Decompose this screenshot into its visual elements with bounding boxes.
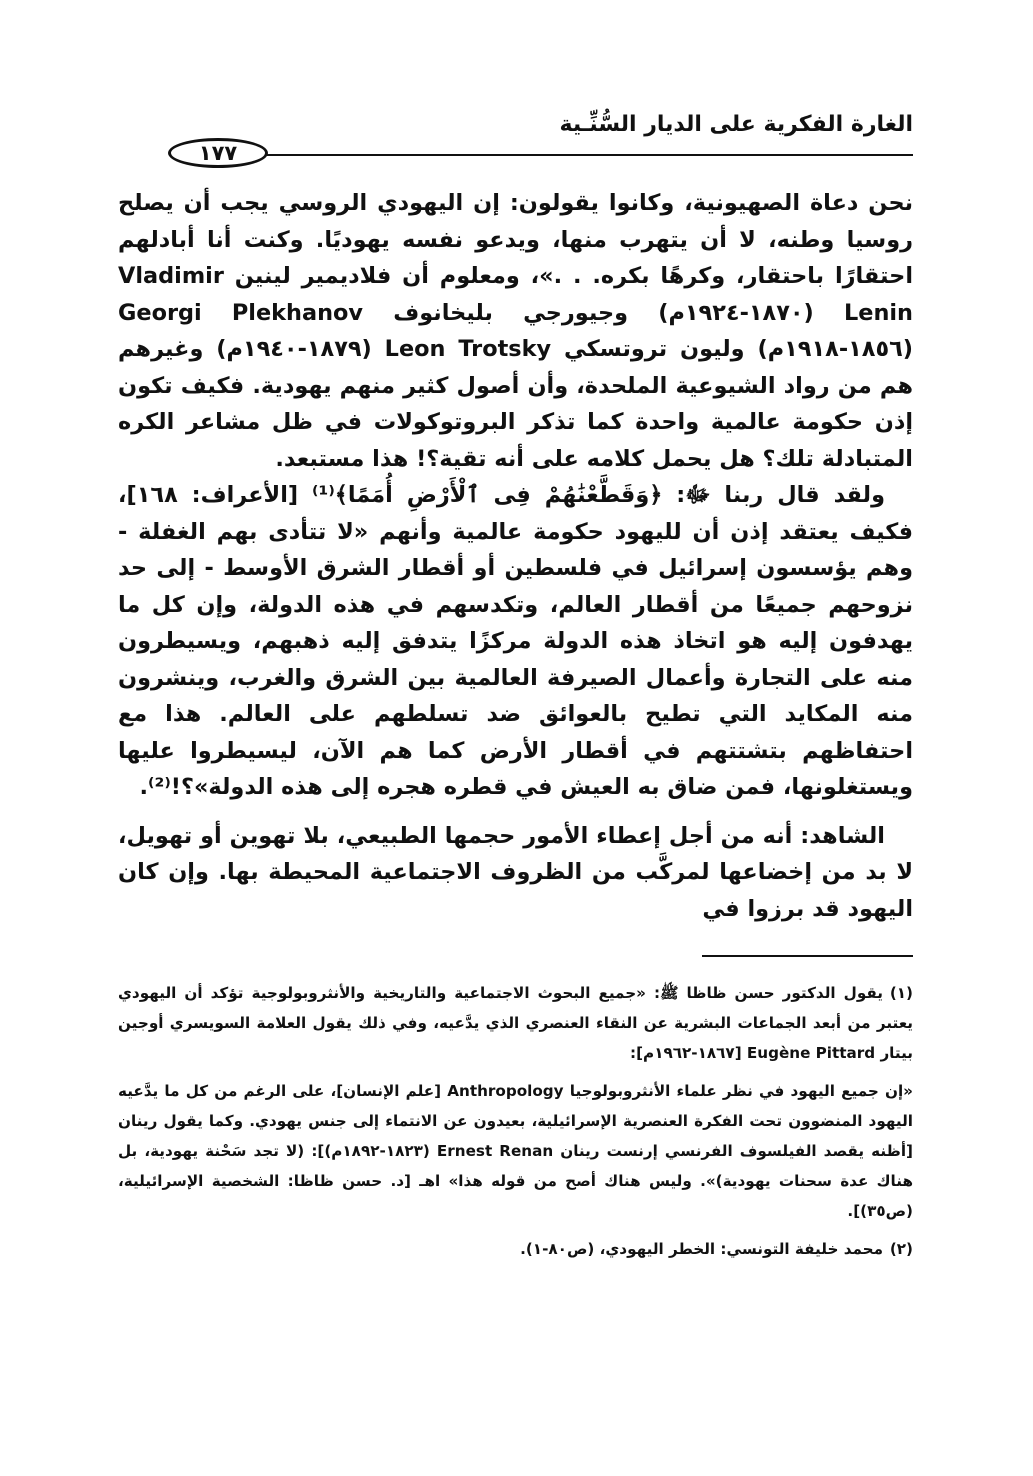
header-rule <box>263 154 913 156</box>
footnote-2 <box>118 1234 913 1264</box>
footnote-text: محمد خليفة التونسي: الخطر اليهودي، (ص٨٠-١). <box>520 1240 883 1258</box>
paragraph-2: ولقد قال ربنا ﷻ: ﴿وَقَطَّعْنَٰهُمْ فِى ٱلْأَرْضِ أُمَمًا﴾⁽¹⁾ [الأعراف: ١٦٨]، فكيف يعتقد إذن أن لليهود حكومة عالمية وأنهم «لا تتأدى بهم الغفلة - وهم يؤسسون إسرائيل في فلسطين أو أقطار الشرق الأوسط - إلى حد نزوحهم جميعًا من أقطار العالم، وتكدسهم في هذه الدولة، وإن كل ما يهدفون إليه هو اتخاذ هذه الدولة مركزًا يتدفق إليه ذهبهم، ويسيطرون منه على التجارة وأعمال الصيرفة العالمية بين الشرق والغرب، وينشرون منه المكايد التي تطيح بالعوائق ضد تسلطهم على العالم. هذا مع احتفاظهم بتشتتهم في أقطار الأرض كما هم الآن، ليسيطروا عليها ويستغلونها، فمن ضاق به العيش في قطره هجره إلى هذه الدولة»؟!⁽²⁾. <box>118 482 913 800</box>
footnote-number: (٢) <box>889 1240 913 1258</box>
footnotes <box>118 978 913 1264</box>
footnote-text: يقول الدكتور حسن ظاظا ﷺ: «جميع البحوث الاجتماعية والتاريخية والأنثروبولوجية تؤكد أن اليهودي يعتبر من أبعد الجماعات البشرية عن النقاء العنصري الذي يدَّعيه، وفي ذلك يقول العلامة السويسري أوجين بيتار Eugène Pittard [١٨٦٧-١٩٦٢م]: <box>118 984 913 1062</box>
page-number-badge: ١٧٧ <box>168 138 268 168</box>
footnote-text: «إن جميع اليهود في نظر علماء الأنثروبولوجيا Anthropology [علم الإنسان]، على الرغم من كل ما يدَّعيه اليهود المنضوون تحت الفكرة العنصرية الإسرائيلية، بعيدون عن الانتماء إلى جنس يهودي. وكما يقول رينان [أظنه يقصد الفيلسوف الفرنسي إرنست رينان Ernest Renan (١٨٢٣-١٨٩٢م)]: (لا تجد سَحْنة يهودية، بل هناك عدة سحنات يهودية)». وليس هناك أصح من قوله هذا» اهـ [د. حسن ظاظا: الشخصية الإسرائيلية، (ص٣٥)]. <box>118 1082 913 1220</box>
book-title: الغارة الفكرية على الديار السُّنِّـية <box>559 112 913 137</box>
footnote-1-quote <box>118 1076 913 1226</box>
footnote-number: (١) <box>889 984 913 1002</box>
paragraph-3: الشاهد: أنه من أجل إعطاء الأمور حجمها الطبيعي، بلا تهوين أو تهويل، لا بد من إخضاعها لمركَّب من الظروف الاجتماعية المحيطة بها. وإن كان اليهود قد برزوا في <box>118 822 913 922</box>
footnote-1 <box>118 978 913 1068</box>
paragraph-1: نحن دعاة الصهيونية، وكانوا يقولون: إن اليهودي الروسي يجب أن يصلح روسيا وطنه، لا أن يتهرب منها، ويدعو نفسه يهوديًا. وكنت أنا أبادلهم احتقارًا باحتقار، وكرهًا بكره. . .»، ومعلوم أن فلاديمير لينين Vladimir Lenin (١٨٧٠-١٩٢٤م) وجيورجي بليخانوف Georgi Plekhanov (١٨٥٦-١٩١٨م) وليون تروتسكي Leon Trotsky (١٨٧٩-١٩٤٠م) وغيرهم هم من رواد الشيوعية الملحدة، وأن أصول كثير منهم يهودية. فكيف تكون إذن حكومة عالمية واحدة كما تذكر البروتوكولات في ظل مشاعر الكره المتبادلة تلك؟ هل يحمل كلامه على أنه تقية؟! هذا مستبعد. <box>118 190 914 472</box>
main-text <box>118 185 913 927</box>
footnote-separator <box>702 955 913 957</box>
page-header <box>118 104 913 164</box>
